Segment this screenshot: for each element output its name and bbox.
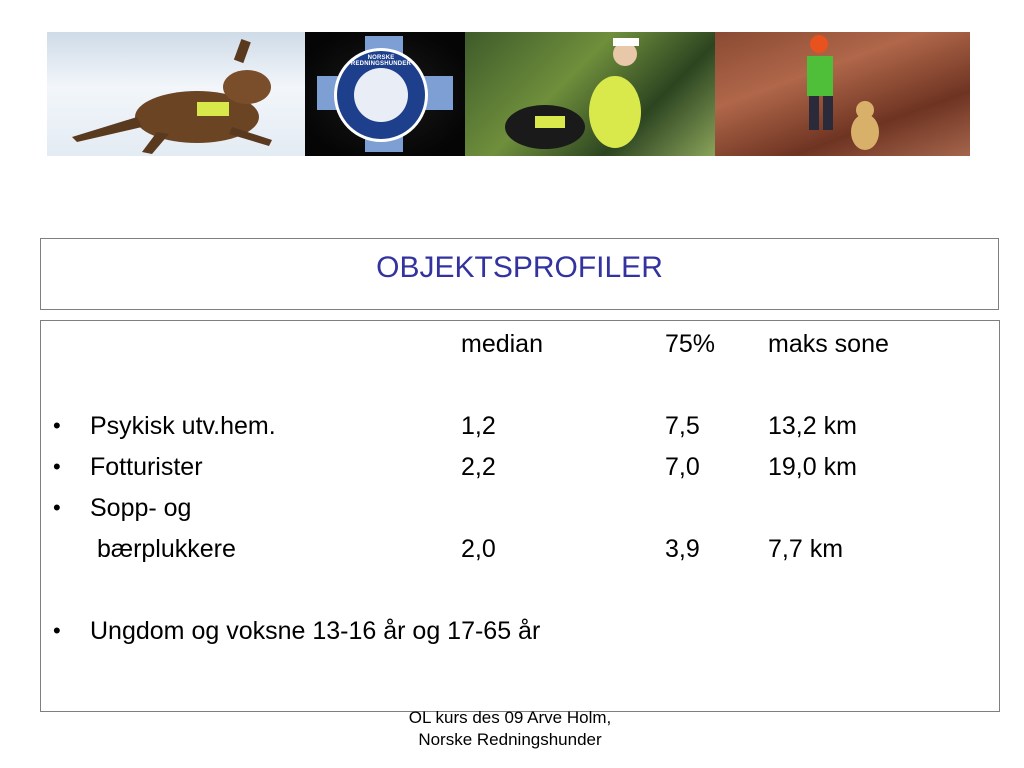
header-75-percent: 75%	[665, 330, 716, 358]
bullet-icon: •	[53, 454, 61, 479]
row-median: 2,2	[461, 453, 496, 481]
row-maks-sone: 7,7 km	[768, 535, 844, 563]
seal-dog-emblem	[354, 68, 408, 122]
row-median: 2,0	[461, 535, 496, 563]
header-banner	[47, 32, 970, 156]
age-note: Ungdom og voksne 13-16 år og 17-65 år	[90, 617, 541, 645]
rubble-search-illustration	[715, 32, 970, 156]
row-median: 1,2	[461, 412, 496, 440]
handler-with-dog-illustration	[465, 32, 715, 156]
row-label-continued: bærplukkere	[90, 535, 236, 563]
footer-line-1: OL kurs des 09 Arve Holm,	[408, 708, 612, 727]
content-box	[40, 320, 1000, 712]
row-maks-sone: 13,2 km	[768, 412, 857, 440]
row-label: Sopp- og	[90, 494, 192, 522]
header-maks-sone: maks sone	[768, 330, 889, 358]
bullet-icon: •	[53, 495, 61, 520]
row-75-percent: 7,0	[665, 453, 700, 481]
banner-photo-dog-snow	[47, 32, 305, 156]
row-maks-sone: 19,0 km	[768, 453, 857, 481]
row-label: Fotturister	[90, 453, 203, 481]
bullet-icon: •	[53, 618, 61, 643]
banner-photo-rubble	[715, 32, 970, 156]
footer-line-2: Norske Redningshunder	[418, 730, 602, 749]
bullet-icon: •	[53, 413, 61, 438]
rescue-dog-seal-icon	[334, 48, 428, 142]
row-label: Psykisk utv.hem.	[90, 412, 276, 440]
title-box	[40, 238, 999, 310]
row-75-percent: 7,5	[665, 412, 700, 440]
footer-credit	[360, 707, 660, 751]
slide-title: OBJEKTSPROFILER	[376, 251, 663, 284]
banner-logo-panel	[305, 32, 465, 156]
dog-running-illustration	[47, 32, 305, 156]
row-75-percent: 3,9	[665, 535, 700, 563]
header-median: median	[461, 330, 543, 358]
seal-text: NORSKE REDNINGSHUNDER	[350, 55, 412, 67]
banner-photo-forest	[465, 32, 715, 156]
